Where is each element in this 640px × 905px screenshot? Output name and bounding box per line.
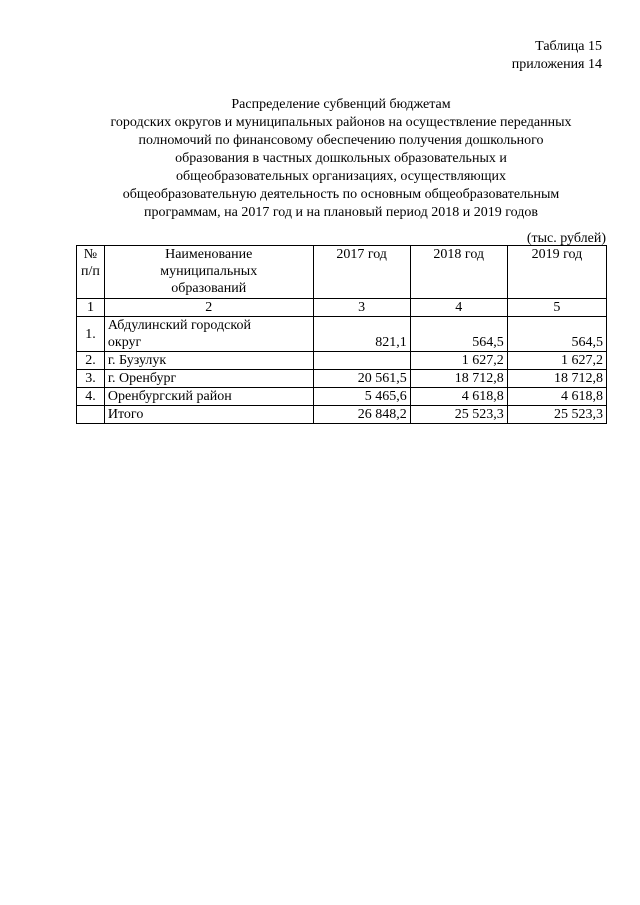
column-index-row	[77, 299, 607, 317]
table-row	[77, 317, 607, 352]
index-cell: 5	[507, 299, 606, 317]
value-2018: 1 627,2	[410, 352, 507, 370]
title-line: образования в частных дошкольных образовательных и	[175, 151, 507, 166]
index-cell: 3	[313, 299, 410, 317]
table-row	[77, 370, 607, 388]
row-number: 2.	[77, 352, 105, 370]
subvention-table	[76, 245, 607, 424]
index-cell: 1	[77, 299, 105, 317]
title-line: общеобразовательных организациях, осуществляющих	[175, 169, 507, 184]
header-num: № п/п	[77, 246, 105, 299]
title-line: общеобразовательную деятельность по основным общеобразовательным	[122, 187, 560, 202]
header-2019: 2019 год	[507, 246, 606, 299]
row-number: 3.	[77, 370, 105, 388]
title-line: полномочий по финансовому обеспечению получения дошкольного	[138, 133, 544, 148]
municipality-name: г. Оренбург	[104, 370, 313, 388]
unit-note: (тыс. рублей)	[526, 231, 606, 246]
value-2018: 564,5	[410, 317, 507, 352]
index-cell: 4	[410, 299, 507, 317]
header-2018: 2018 год	[410, 246, 507, 299]
value-2017: 5 465,6	[313, 388, 410, 406]
value-2018: 18 712,8	[410, 370, 507, 388]
total-2018: 25 523,3	[410, 406, 507, 424]
row-number: 4.	[77, 388, 105, 406]
row-number: 1.	[77, 317, 105, 352]
table-row	[77, 352, 607, 370]
value-2017: 20 561,5	[313, 370, 410, 388]
total-2017: 26 848,2	[313, 406, 410, 424]
title-line: городских округов и муниципальных районов на осуществление переданных	[110, 115, 572, 130]
total-label: Итого	[104, 406, 313, 424]
header-2017: 2017 год	[313, 246, 410, 299]
municipality-name: Оренбургский район	[104, 388, 313, 406]
total-num-cell	[77, 406, 105, 424]
index-cell: 2	[104, 299, 313, 317]
municipality-name: Абдулинский городской округ	[104, 317, 313, 352]
title-line: Распределение субвенций бюджетам	[231, 97, 451, 112]
value-2017	[313, 352, 410, 370]
value-2019: 18 712,8	[507, 370, 606, 388]
value-2019: 564,5	[507, 317, 606, 352]
header-name: Наименование муниципальных образований	[104, 246, 313, 299]
table-reference	[512, 38, 602, 74]
value-2019: 1 627,2	[507, 352, 606, 370]
table-header-row	[77, 246, 607, 299]
title-line: программам, на 2017 год и на плановый период 2018 и 2019 годов	[144, 205, 538, 220]
value-2019: 4 618,8	[507, 388, 606, 406]
table-row	[77, 388, 607, 406]
document-title	[76, 96, 606, 222]
municipality-name: г. Бузулук	[104, 352, 313, 370]
appendix-number: приложения 14	[511, 57, 602, 72]
total-row	[77, 406, 607, 424]
value-2018: 4 618,8	[410, 388, 507, 406]
value-2017: 821,1	[313, 317, 410, 352]
table-number: Таблица 15	[535, 39, 602, 54]
total-2019: 25 523,3	[507, 406, 606, 424]
